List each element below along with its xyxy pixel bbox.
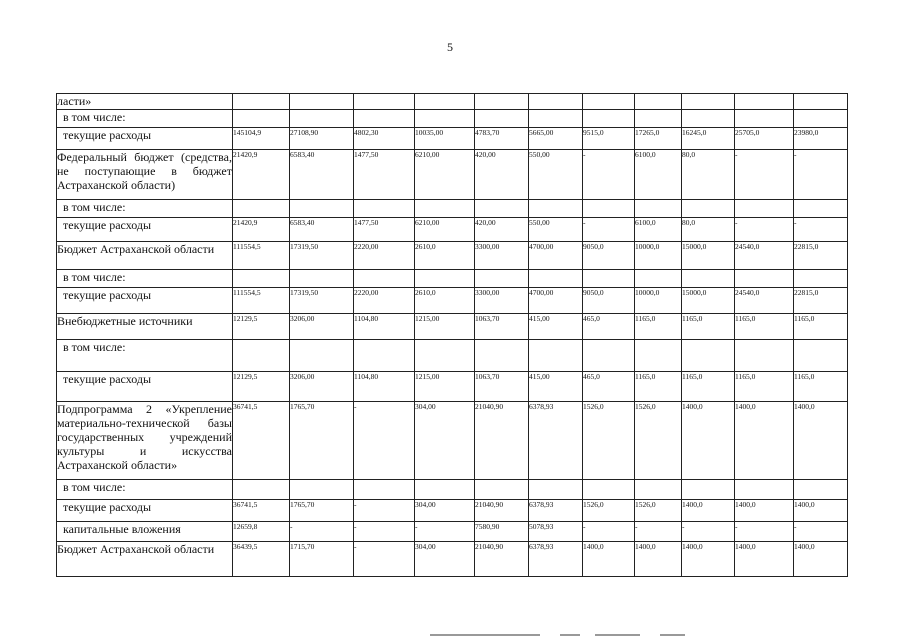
value-cell: 9050,0: [583, 288, 635, 314]
value-cell: 3206,00: [290, 372, 354, 402]
value-cell: 12129,5: [233, 372, 290, 402]
value-cell: 1765,70: [290, 402, 354, 480]
value-cell: 550,00: [529, 150, 583, 200]
value-cell: 10035,00: [415, 128, 475, 150]
table-row: [57, 500, 848, 522]
value-cell: [354, 110, 415, 128]
value-cell: [475, 270, 529, 288]
value-cell: [583, 94, 635, 110]
row-label: Внебюджетные источники: [57, 314, 233, 340]
value-cell: 10000,0: [635, 242, 682, 270]
row-label: Бюджет Астраханской области: [57, 242, 233, 270]
value-cell: [682, 200, 735, 218]
value-cell: 2220,00: [354, 288, 415, 314]
value-cell: 6100,0: [635, 218, 682, 242]
value-cell: [682, 270, 735, 288]
value-cell: 15000,0: [682, 288, 735, 314]
value-cell: 1104,80: [354, 314, 415, 340]
row-label: Бюджет Астраханской области: [57, 542, 233, 577]
value-cell: 1400,0: [583, 542, 635, 577]
value-cell: [475, 110, 529, 128]
value-cell: [529, 340, 583, 372]
value-cell: [290, 270, 354, 288]
table-row: [57, 288, 848, 314]
value-cell: [529, 270, 583, 288]
value-cell: 36741,5: [233, 500, 290, 522]
value-cell: 7580,90: [475, 522, 529, 542]
value-cell: 6100,0: [635, 150, 682, 200]
value-cell: [735, 270, 794, 288]
table-row: [57, 150, 848, 200]
table-row: [57, 200, 848, 218]
value-cell: 4700,00: [529, 242, 583, 270]
table-row: [57, 372, 848, 402]
value-cell: 36439,5: [233, 542, 290, 577]
value-cell: -: [794, 150, 848, 200]
row-label: капитальные вложения: [57, 522, 233, 542]
value-cell: 27108,90: [290, 128, 354, 150]
value-cell: [635, 480, 682, 500]
value-cell: [415, 94, 475, 110]
value-cell: [290, 340, 354, 372]
value-cell: 1165,0: [635, 372, 682, 402]
value-cell: [415, 110, 475, 128]
value-cell: 6583,40: [290, 150, 354, 200]
value-cell: 22815,0: [794, 242, 848, 270]
value-cell: [583, 270, 635, 288]
table-row: [57, 110, 848, 128]
value-cell: [290, 110, 354, 128]
value-cell: [635, 110, 682, 128]
value-cell: [529, 94, 583, 110]
table-row: [57, 242, 848, 270]
value-cell: -: [354, 500, 415, 522]
value-cell: 1400,0: [735, 542, 794, 577]
value-cell: [233, 340, 290, 372]
row-label: текущие расходы: [57, 218, 233, 242]
value-cell: 1400,0: [794, 402, 848, 480]
value-cell: 465,0: [583, 372, 635, 402]
value-cell: [354, 94, 415, 110]
row-label: ласти»: [57, 94, 233, 110]
value-cell: 4783,70: [475, 128, 529, 150]
value-cell: [635, 270, 682, 288]
table-row: [57, 94, 848, 110]
budget-table: [56, 93, 848, 577]
value-cell: 6583,40: [290, 218, 354, 242]
value-cell: [794, 270, 848, 288]
value-cell: 17265,0: [635, 128, 682, 150]
value-cell: 2220,00: [354, 242, 415, 270]
value-cell: 15000,0: [682, 242, 735, 270]
value-cell: 21420,9: [233, 150, 290, 200]
table-row: [57, 270, 848, 288]
value-cell: -: [583, 150, 635, 200]
row-label: в том числе:: [57, 110, 233, 128]
value-cell: -: [682, 522, 735, 542]
value-cell: 6378,93: [529, 500, 583, 522]
row-label: в том числе:: [57, 480, 233, 500]
value-cell: 1400,0: [682, 402, 735, 480]
value-cell: [794, 110, 848, 128]
value-cell: -: [794, 218, 848, 242]
value-cell: 1526,0: [635, 402, 682, 480]
value-cell: [354, 340, 415, 372]
value-cell: 25705,0: [735, 128, 794, 150]
value-cell: -: [415, 522, 475, 542]
value-cell: [415, 340, 475, 372]
value-cell: 1165,0: [735, 372, 794, 402]
row-label: в том числе:: [57, 270, 233, 288]
value-cell: 111554,5: [233, 242, 290, 270]
value-cell: -: [354, 402, 415, 480]
value-cell: [583, 200, 635, 218]
value-cell: 17319,50: [290, 288, 354, 314]
value-cell: [415, 270, 475, 288]
value-cell: 1165,0: [735, 314, 794, 340]
value-cell: [290, 200, 354, 218]
value-cell: 21420,9: [233, 218, 290, 242]
table-row: [57, 128, 848, 150]
value-cell: 36741,5: [233, 402, 290, 480]
value-cell: [233, 110, 290, 128]
value-cell: 550,00: [529, 218, 583, 242]
value-cell: 3300,00: [475, 288, 529, 314]
table-row: [57, 522, 848, 542]
value-cell: 23980,0: [794, 128, 848, 150]
value-cell: 1526,0: [635, 500, 682, 522]
value-cell: [794, 480, 848, 500]
value-cell: 5665,00: [529, 128, 583, 150]
value-cell: [735, 110, 794, 128]
value-cell: 415,00: [529, 314, 583, 340]
value-cell: 465,0: [583, 314, 635, 340]
value-cell: 1165,0: [794, 372, 848, 402]
value-cell: -: [583, 218, 635, 242]
value-cell: 9050,0: [583, 242, 635, 270]
row-label: текущие расходы: [57, 372, 233, 402]
value-cell: 12129,5: [233, 314, 290, 340]
value-cell: 6378,93: [529, 542, 583, 577]
value-cell: 1165,0: [682, 314, 735, 340]
page-number: 5: [447, 40, 453, 54]
value-cell: 2610,0: [415, 288, 475, 314]
value-cell: [475, 200, 529, 218]
value-cell: 80,0: [682, 218, 735, 242]
value-cell: 12659,8: [233, 522, 290, 542]
value-cell: 1400,0: [735, 500, 794, 522]
value-cell: 24540,0: [735, 288, 794, 314]
value-cell: -: [354, 522, 415, 542]
value-cell: -: [735, 522, 794, 542]
row-label: в том числе:: [57, 340, 233, 372]
value-cell: 1063,70: [475, 372, 529, 402]
value-cell: [682, 480, 735, 500]
value-cell: 1400,0: [794, 500, 848, 522]
value-cell: [475, 94, 529, 110]
scan-artifact-marks: [430, 634, 690, 637]
value-cell: [475, 340, 529, 372]
value-cell: 4700,00: [529, 288, 583, 314]
value-cell: 1400,0: [794, 542, 848, 577]
value-cell: [233, 94, 290, 110]
value-cell: [415, 200, 475, 218]
value-cell: 9515,0: [583, 128, 635, 150]
value-cell: [583, 340, 635, 372]
value-cell: [233, 480, 290, 500]
value-cell: [354, 200, 415, 218]
value-cell: [794, 200, 848, 218]
value-cell: 1165,0: [794, 314, 848, 340]
value-cell: -: [583, 522, 635, 542]
value-cell: 1477,50: [354, 150, 415, 200]
table-row: [57, 542, 848, 577]
value-cell: 1526,0: [583, 402, 635, 480]
value-cell: 1215,00: [415, 372, 475, 402]
table-row: [57, 340, 848, 372]
value-cell: [529, 480, 583, 500]
value-cell: [735, 94, 794, 110]
value-cell: [354, 480, 415, 500]
value-cell: 17319,50: [290, 242, 354, 270]
value-cell: 5078,93: [529, 522, 583, 542]
value-cell: [635, 200, 682, 218]
value-cell: 1400,0: [635, 542, 682, 577]
value-cell: 420,00: [475, 218, 529, 242]
value-cell: [290, 94, 354, 110]
value-cell: 3206,00: [290, 314, 354, 340]
row-label: Федеральный бюджет (средства, не поступающие в бюджет Астраханской области): [57, 150, 233, 200]
value-cell: [290, 480, 354, 500]
value-cell: [635, 94, 682, 110]
value-cell: 22815,0: [794, 288, 848, 314]
value-cell: 1400,0: [682, 542, 735, 577]
value-cell: 1400,0: [735, 402, 794, 480]
value-cell: -: [794, 522, 848, 542]
value-cell: 145104,9: [233, 128, 290, 150]
value-cell: 2610,0: [415, 242, 475, 270]
value-cell: 6210,00: [415, 150, 475, 200]
value-cell: [682, 110, 735, 128]
value-cell: [583, 110, 635, 128]
value-cell: [529, 110, 583, 128]
value-cell: 4802,30: [354, 128, 415, 150]
table-row: [57, 218, 848, 242]
row-label: текущие расходы: [57, 288, 233, 314]
value-cell: 1165,0: [682, 372, 735, 402]
value-cell: 1477,50: [354, 218, 415, 242]
value-cell: [583, 480, 635, 500]
value-cell: [735, 340, 794, 372]
value-cell: 1400,0: [682, 500, 735, 522]
value-cell: [475, 480, 529, 500]
value-cell: -: [735, 218, 794, 242]
value-cell: 304,00: [415, 500, 475, 522]
value-cell: 24540,0: [735, 242, 794, 270]
value-cell: 21040,90: [475, 542, 529, 577]
value-cell: [529, 200, 583, 218]
row-label: Подпрограмма 2 «Укрепление материально-технической базы государственных учреждений культуры и искусства Астраханской области»: [57, 402, 233, 480]
value-cell: 111554,5: [233, 288, 290, 314]
value-cell: [682, 340, 735, 372]
table-row: [57, 314, 848, 340]
value-cell: [233, 200, 290, 218]
table-row: [57, 480, 848, 500]
row-label: текущие расходы: [57, 500, 233, 522]
value-cell: [415, 480, 475, 500]
value-cell: [735, 200, 794, 218]
value-cell: -: [735, 150, 794, 200]
value-cell: [635, 340, 682, 372]
value-cell: -: [635, 522, 682, 542]
value-cell: 1063,70: [475, 314, 529, 340]
value-cell: [735, 480, 794, 500]
value-cell: 420,00: [475, 150, 529, 200]
row-label: в том числе:: [57, 200, 233, 218]
table-row: [57, 402, 848, 480]
value-cell: 415,00: [529, 372, 583, 402]
value-cell: -: [354, 542, 415, 577]
value-cell: [794, 340, 848, 372]
row-label: текущие расходы: [57, 128, 233, 150]
value-cell: -: [290, 522, 354, 542]
value-cell: 3300,00: [475, 242, 529, 270]
value-cell: 10000,0: [635, 288, 682, 314]
value-cell: 16245,0: [682, 128, 735, 150]
value-cell: [794, 94, 848, 110]
value-cell: [233, 270, 290, 288]
value-cell: 1165,0: [635, 314, 682, 340]
value-cell: 80,0: [682, 150, 735, 200]
value-cell: [682, 94, 735, 110]
value-cell: 304,00: [415, 542, 475, 577]
value-cell: 21040,90: [475, 402, 529, 480]
value-cell: 1715,70: [290, 542, 354, 577]
value-cell: 6210,00: [415, 218, 475, 242]
value-cell: 1104,80: [354, 372, 415, 402]
value-cell: 6378,93: [529, 402, 583, 480]
value-cell: 1526,0: [583, 500, 635, 522]
value-cell: 21040,90: [475, 500, 529, 522]
value-cell: 304,00: [415, 402, 475, 480]
value-cell: 1215,00: [415, 314, 475, 340]
value-cell: [354, 270, 415, 288]
value-cell: 1765,70: [290, 500, 354, 522]
